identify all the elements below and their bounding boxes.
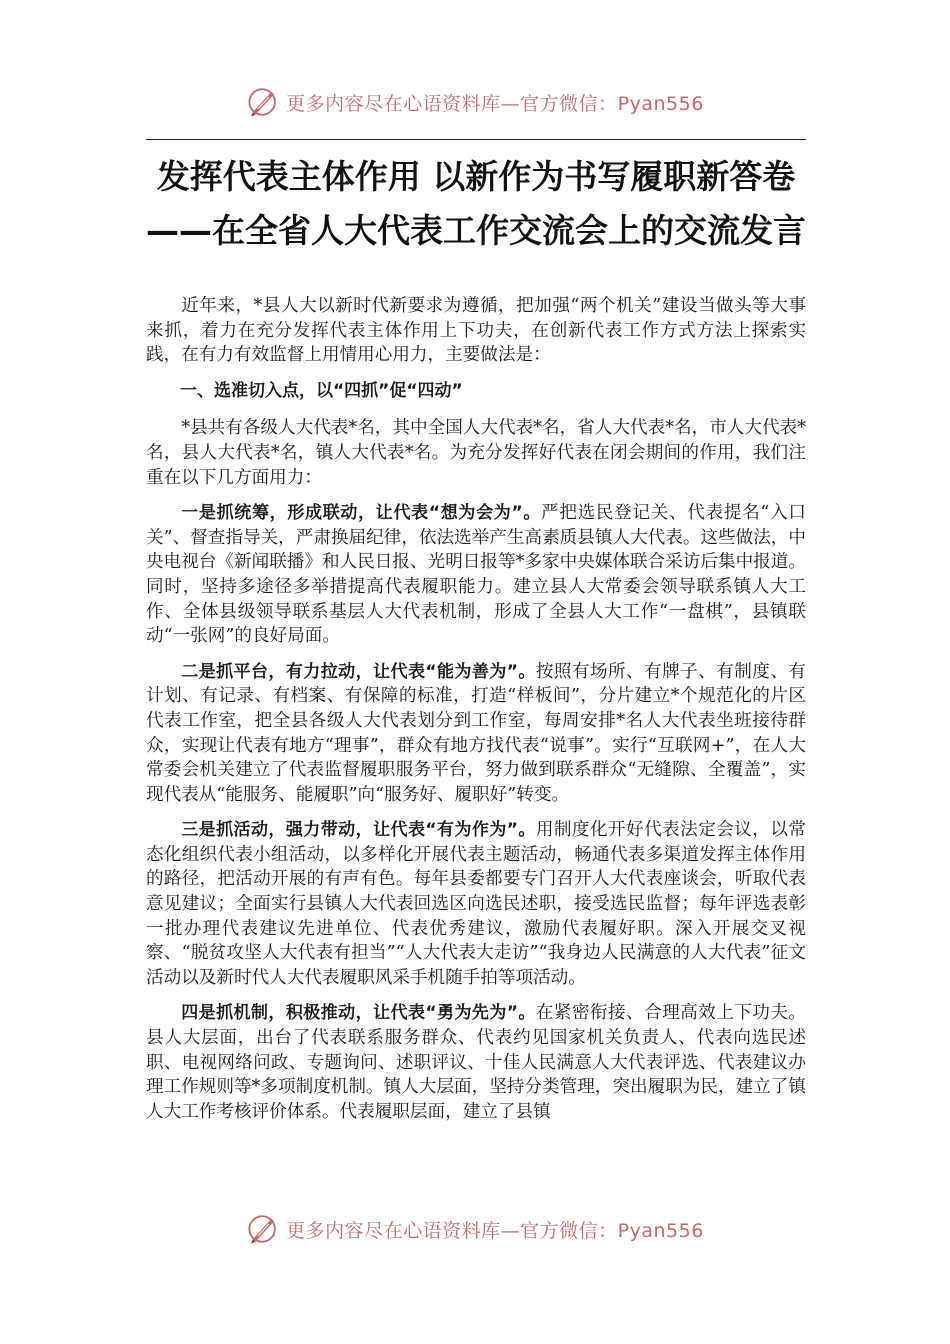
- pen-logo-icon: [246, 85, 280, 119]
- item-lead: 二是抓平台，有力拉动，让代表“能为善为”。: [181, 661, 536, 682]
- section-heading: 一、选准切入点，以“四抓”促“四动”: [180, 380, 463, 401]
- item-paragraph: [146, 818, 806, 990]
- item-paragraph: [146, 501, 806, 649]
- banner-wechat-handle: Pyan556: [617, 1219, 704, 1242]
- intro-paragraph: 近年来，*县人大以新时代新要求为遵循，把加强“两个机关”建设当做头等大事来抓，着力在充分发挥代表主体作用上下功夫，在创新代表工作方式方法上探索实践，在有力有效监督上用情用心用力，主要做法是：: [146, 296, 806, 366]
- item-paragraph: [146, 1001, 806, 1124]
- banner-text: 更多内容尽在心语资料库—官方微信：Pyan556: [286, 92, 704, 115]
- item-text: 严把选民登记关、代表提名“入口关”、督查指导关，严肃换届纪律，依法选举产生高素质县镇人大代表。这些做法，中央电视台《新闻联播》和人民日报、光明日报等*多家中央媒体联合采访后集中报道。同时，坚持多途径多举措提高代表履职能力。建立县人大常委会领导联系镇人大工作、全体县级领导联系基层人大代表机制，形成了全县人大工作“一盘棋”，县镇联动“一张网”的良好局面。: [146, 503, 806, 647]
- header-banner: [0, 82, 950, 122]
- pen-logo-icon: [246, 1212, 280, 1246]
- item-lead: 一是抓统筹，形成联动，让代表“想为会为”。: [181, 503, 542, 524]
- item-paragraph: [146, 660, 806, 808]
- item-text: 在紧密衔接、合理高效上下功夫。县人大层面，出台了代表联系服务群众、代表约见国家机关负责人、代表向选民述职、电视网络问政、专题询问、述职评议、十佳人民满意人大代表评选、代表建议办理工作规则等*多项制度机制。镇人大层面，坚持分类管理，突出履职为民，建立了镇人大工作考核评价体系。代表履职层面，建立了县镇: [146, 1003, 806, 1122]
- item-text: 按照有场所、有牌子、有制度、有计划、有记录、有档案、有保障的标准，打造“样板间”，分片建立*个规范化的片区代表工作室，把全县各级人大代表划分到工作室，每周安排*名人大代表坐班接待群众，实现让代表有地方“理事”，群众有地方找代表“说事”。实行“互联网+”，在人大常委会机关建立了代表监督履职服务平台，努力做到联系群众“无缝隙、全覆盖”，实现代表从“能服务、能履职”向“服务好、履职好”转变。: [146, 661, 806, 805]
- document-title: 发挥代表主体作用 以新作为书写履职新答卷——在全省人大代表工作交流会上的交流发言: [146, 157, 806, 250]
- item-lead: 三是抓活动，强力带动，让代表“有为作为”。: [181, 820, 536, 841]
- footer-banner: [0, 1209, 950, 1249]
- section-paragraph: *县共有各级人大代表*名，其中全国人大代表*名，省人大代表*名，市人大代表*名，县人大代表*名，镇人大代表*名。为充分发挥好代表在闭会期间的作用，我们注重在以下几方面用力：: [146, 418, 806, 488]
- item-text: 用制度化开好代表法定会议，以常态化组织代表小组活动，以多样化开展代表主题活动，畅通代表多渠道发挥主体作用的路径，把活动开展的有声有色。每年县委都要专门召开人大代表座谈会，听取代表意见建议；全面实行县镇人大代表回选区向选民述职，接受选民监督；每年评选表彰一批办理代表建议先进单位、代表优秀建议，激励代表履好职。深入开展交叉视察、“脱贫攻坚人大代表有担当”“人大代表大走访”“我身边人民满意的人大代表”征文活动以及新时代人大代表履职风采手机随手拍等项活动。: [146, 820, 806, 988]
- banner-wechat-handle: Pyan556: [617, 92, 704, 115]
- header-rule: [146, 139, 806, 140]
- document-body: [146, 294, 806, 1135]
- item-lead: 四是抓机制，积极推动，让代表“勇为先为”。: [181, 1003, 536, 1024]
- banner-text: 更多内容尽在心语资料库—官方微信：Pyan556: [286, 1219, 704, 1242]
